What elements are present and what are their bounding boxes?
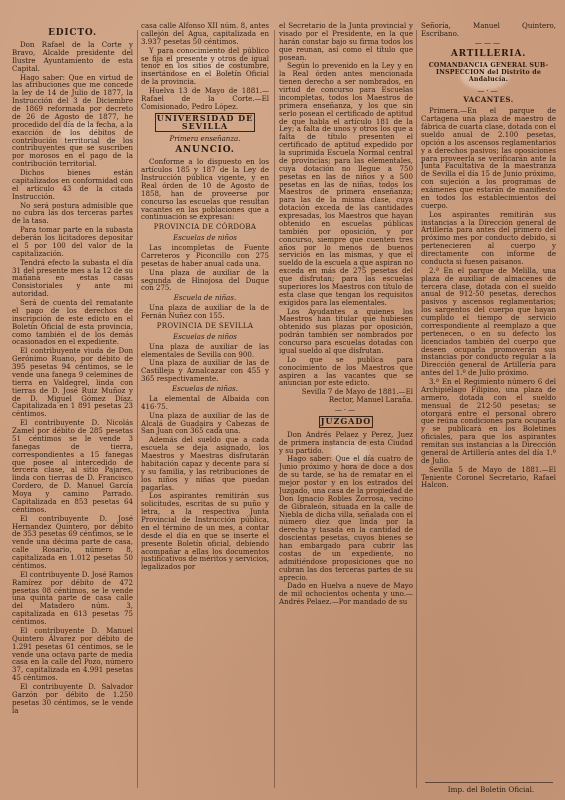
section-divider: ——— [474,37,503,47]
paragraph: Lo que se publica para conocimiento de los Maestros que aspiren a las vacantes que se anuncian por este edicto. [279,354,413,388]
paragraph: Los Ayudantes a quienes los Maestros han titular que hubiesen obtenido sus plazas por oposición, podrán también ser nombrados por concurso para escuelas dotadas con igual sueldo al que disfrutan. [279,306,413,355]
vacantes-heading: VACANTES. [463,95,514,105]
paragraph: Hago saber: Que el día cuatro de Junio próximo y hora de doce a dos de su tarde, se ha de rematar en el mejor postor y en los estrados del Juzgado, una casa de la propiedad de Don Ignacio Robles Zorrosa, vecino de Gibraleón, situada en la calle de Niebla de dicha villa, señalada con el número diez que linda por la derecha y tasada en la cantidad de doscientas pesetas, cuyos bienes se han embargado para cubrir las costas de un expediente, no admitiéndose proposiciones que no cubran las dos terceras partes de su aprecio. [279,454,413,582]
paragraph: El contribuyente D. José Ramos Ramírez por débito de 472 pesetas 08 céntimos, se le vende una quinta parte de casa calle del Matadero núm. 3, capitalizada en 613 pesetas 75 céntimos. [12,569,133,626]
paragraph: Será de cuenta del rematante el pago de los derechos de inscripción de este edicto en el Boletín Oficial de esta provincia, como también el de los demás ocasionados en el expediente. [12,298,133,347]
paragraph: Dado en Huelva a nueve de Mayo de mil ochocientos ochenta y uno.—Andrés Pelaez.—Por mandado de su [279,581,413,607]
paragraph: Hago saber: Que en virtud de las atribuciones que me concede la ley de 14 de Julio de 1877, la Instrucción del 3 de Diciembre de 1869 reformada por decreto de 26 de Agosto de 1877, he procedido del día de la fecha, a la exacción de los débitos de contribución territorial de los contribuyentes que se suscriben por morosos en el pago de la contribución territorial. [12,72,133,169]
section-subtitle: Escuelas de niños [173,233,237,243]
paragraph: El contribuyente viuda de Don Gerónimo Ruano, por débito de 395 pesetas 94 céntimos, se le vende una fanega 9 celemines de tierra en Valdegrel, linda con tierras de D. José Ruiz Muñoz y de D. Miguel Gómez Díaz. Capitalizada en 1 891 pesetas 23 céntimos. [12,346,133,419]
paragraph: Y para conocimiento del público se fija el presente y otros de igual tenor en los sitios de costumbre, insertándose en el Boletín Oficial de la provincia. [141,45,269,87]
signature: Sevilla 5 de Mayo de 1881.—El Teniente Coronel Secretario, Rafael Halcon. [421,464,556,490]
juzgado-heading: JUZGADO [320,415,372,426]
column-divider [274,30,275,788]
column-1 [12,26,133,792]
paragraph: No será postura admisible que no cubra las dos terceras partes de la tasa. [12,200,133,226]
printer-imprint: Imp. del Boletín Oficial. [447,785,535,794]
paragraph: Para tomar parte en la subasta deberán los licitadores depositar el 5 por 100 del valor de la capitalización. [12,225,133,258]
section-subtitle: Escuela de niñas. [173,293,237,303]
paragraph: Una plaza de auxiliar de las de Castilleja y Aznalcazar con 455 y 365 respectivamente. [141,358,269,384]
column-divider [416,30,417,788]
paragraph: Los aspirantes remitirán sus instancias a la Dirección general de Artillería para antes del primero del próximo mes por conducto debido, si pertenecieren al cuerpo y directamente con informe de conducta si fuesen paisanos. [421,209,556,266]
edicto-heading: EDICTO. [48,28,97,38]
province-heading: PROVINCIA DE CÓRDOBA [153,222,257,232]
comandancia-heading: COMANDANCIA GENERAL SUB-INSPECCION del Distrito de Andalucía. [428,61,549,84]
paragraph: Primera.—En el parque de Cartagena una plaza de maestro de fábrica de cuarta clase, dotada con el sueldo anual de 2.100 pesetas, opción a los ascensos reglamentarios y a derechos pasivos; las oposiciones para proveerla se verificarán ante la Junta Facultativa de la maestranza de Sevilla el día 15 de Junio próximo, con sujeción a los programas de exámenes que estarán de manifiesto en todos los establecimientos del cuerpo. [421,106,556,210]
section-divider: —·— [334,405,358,414]
paragraph: casa calle Alfonso XII núm. 8, antes callejón del Agua, capitalizada en 3.937 pesetas 50 céntimos. [141,22,269,46]
column-3 [279,22,413,792]
universidad-heading: UNIVERSIDAD DE SEVILLA [156,112,254,131]
signature: Sevilla 7 de Mayo de 1881.—El Rector, Manuel Laraña. [301,387,413,405]
column-divider [137,30,138,788]
paragraph: Don Rafael de la Corte y Bravo, Alcalde presidente del Ilustre Ayuntamiento de esta Capital. [12,40,133,73]
paragraph: el Secretario de la Junta provincial y visado por el Presidente, en la que harán constar bajo su firma todos los que reunan, así como el título que posean. [279,22,413,62]
paragraph: El contribuyente D. José Hernandez Quintero, por débito de 353 pesetas 69 céntimos, se le vende una décima parte de casa, calle Rosario, número 8, capitalizada en 1.012 pesetas 50 céntimos. [12,513,133,570]
paragraph: 2.ª En el parque de Melilla, una plaza de auxiliar de almacenes de tercera clase, dotada con el sueldo anual de 912·50 pesetas, derechos pasivos y ascensos reglamentarios; los sargentos del cuerpo que hayan cumplido el tiempo de servicio correspondiente al reemplazo a que pertenecen, o en su defecto los licenciados también del cuerpo que deseen ocuparla promoverán sus instancias por conducto regular a la Dirección general de Artillería para antes del 1.º de Julio próximo. [421,265,556,378]
column-4 [421,22,556,792]
section-subtitle: Escuelas de niñas. [171,384,239,393]
paragraph: El contribuyente D. Salvador Garzón por débito de 1.250 pesetas 30 céntimos, se le vende la [12,682,133,715]
paragraph: Una plaza de auxiliar de las elementales de Sevilla con 900. [141,341,269,359]
paragraph: Además del sueldo que a cada escuela se deja asignado, los Maestros y Maestras disfrutarán habitación capaz y decente para sí y su familia, y las retribuciones de los niños y niñas que puedan pagarlas. [141,435,269,492]
paragraph: El contribuyente D. Nicolás Zamel por débito de 285 pesetas 51 céntimos se le vende 3 fanegas de tierra, correspondientes a 15 fanegas que posee al intercedido de tercera clase, al sitio Pajares, linda con tierras de D. Francisco Cordero, de D. Manuel García Moya y camino Parrado. Capitalizada en 853 pesetas 64 céntimos. [12,418,133,514]
paragraph: Conforme a lo dispuesto en los artículos 185 y 187 de la Ley de Instrucción pública vigente, y en Real órden de 10 de Agosto de 1858, han de proveerse por concurso las escuelas que resultan vacantes en las poblaciones que a continuación se expresan: [141,157,269,222]
province-heading: PROVINCIA DE SEVILLA [156,320,254,330]
paragraph: Una plaza de auxiliar de la de Fernán Nuñez con 155. [141,303,269,320]
paragraph: Tendrá efecto la subasta el día 31 del presente mes a la 12 de su mañana en estas casas Consistoriales y ante mi autoridad. [12,257,133,299]
paragraph: Los aspirantes remitirán sus solicitudes, escritas de su puño y letra, a la respectiva Junta Provincial de Instrucción pública, en el término de un mes, a contar desde el día en que se inserte el presente Boletín oficial, debiendo acompañar a ellas los documentos justificativos de méritos y servicios, legalizados por [141,491,269,572]
paragraph: 3.ª En el Regimiento número 6 del Archipiélago Filipino, una plaza de armero, dotada con el sueldo mensual de 212·50 pesetas; se otorgará entre el personal obrero que reúna condiciones para ocuparla y se publicará en los Boletines oficiales, para que los aspirantes remitan sus instancias a la Dirección general de Artillería antes del día 1.º de Julio. [421,377,556,465]
paragraph: Dichos bienes están capitalizados en conformidad con el artículo 43 de la citada Instrucción. [12,168,133,201]
paragraph: Una plaza de auxiliar de las de Alcalá de Guadaira y Cabezas de San Juan con 365 cada una. [141,410,269,436]
paragraph: Don Andrés Pelaez y Perez, Juez de primera instancia de esta Ciudad y su partido. [279,429,413,455]
signature: Señoría, Manuel Quintero, Escribano. [421,22,556,38]
anuncio-heading: ANUNCIO. [175,145,235,156]
paragraph: El contribuyente D. Manuel Quintero Álvarez por débito de 1.291 pesetas 61 céntimos, se le vende una octava parte de media casa en la calle del Pozo, número 37, capitalizada en 4.991 pesetas 45 céntimos. [12,625,133,683]
paragraph: Una plaza de auxiliar de la segunda de Hinojosa del Duque con 275. [141,267,269,293]
paragraph: Las incompletas de Fuente Carreteros y Piconcillo con 275 pesetas de haber anual cada una. [141,243,269,268]
paragraph: Según lo prevenido en la Ley y en la Real órden antes mencionada tienen derecho a ser nombrados, en virtud de concurso para Escuelas incompletas, todos los Maestros de primera enseñanza, y los que sin serlo posean el certificado de aptitud de que habla el artículo 181 de la Ley; a falta de unos y otros los que a falta de título presenten el certificado de aptitud expedido por la suprimida Escuela Normal central de provincias; para las elementales, cuya dotación no llegue a 750 pesetas en las de niños y a 500 pesetas en las de niñas, todos los Maestros de primera enseñanza; para las de la misma clase, cuya dotación exceda de las cantidades expresadas, los Maestros que hayan obtenido en escuelas públicas también por oposición, y por concurso, siempre que cuenten tres años por lo menos de buenos servicios en las mismas, y que el sueldo de la escuela a que aspiran no exceda en más de 275 pesetas del que disfrutan; para las escuelas superiores los Maestros con título de esta clase que tengan los requisitos exigidos para las elementales. [279,61,413,307]
column-2 [141,22,269,792]
section-subtitle: Escuelas de niños [173,331,237,341]
section-divider: —·— [477,85,500,95]
artilleria-heading: ARTILLERIA. [450,48,527,59]
section-subtitle: Primera enseñanza. [169,134,241,144]
paragraph: La elemental de Albaida con 416·75. [141,393,269,411]
signature: Huelva 13 de Mayo de 1881.—Rafael de la Corte.—El Comisionado, Pedro López. [141,86,269,111]
